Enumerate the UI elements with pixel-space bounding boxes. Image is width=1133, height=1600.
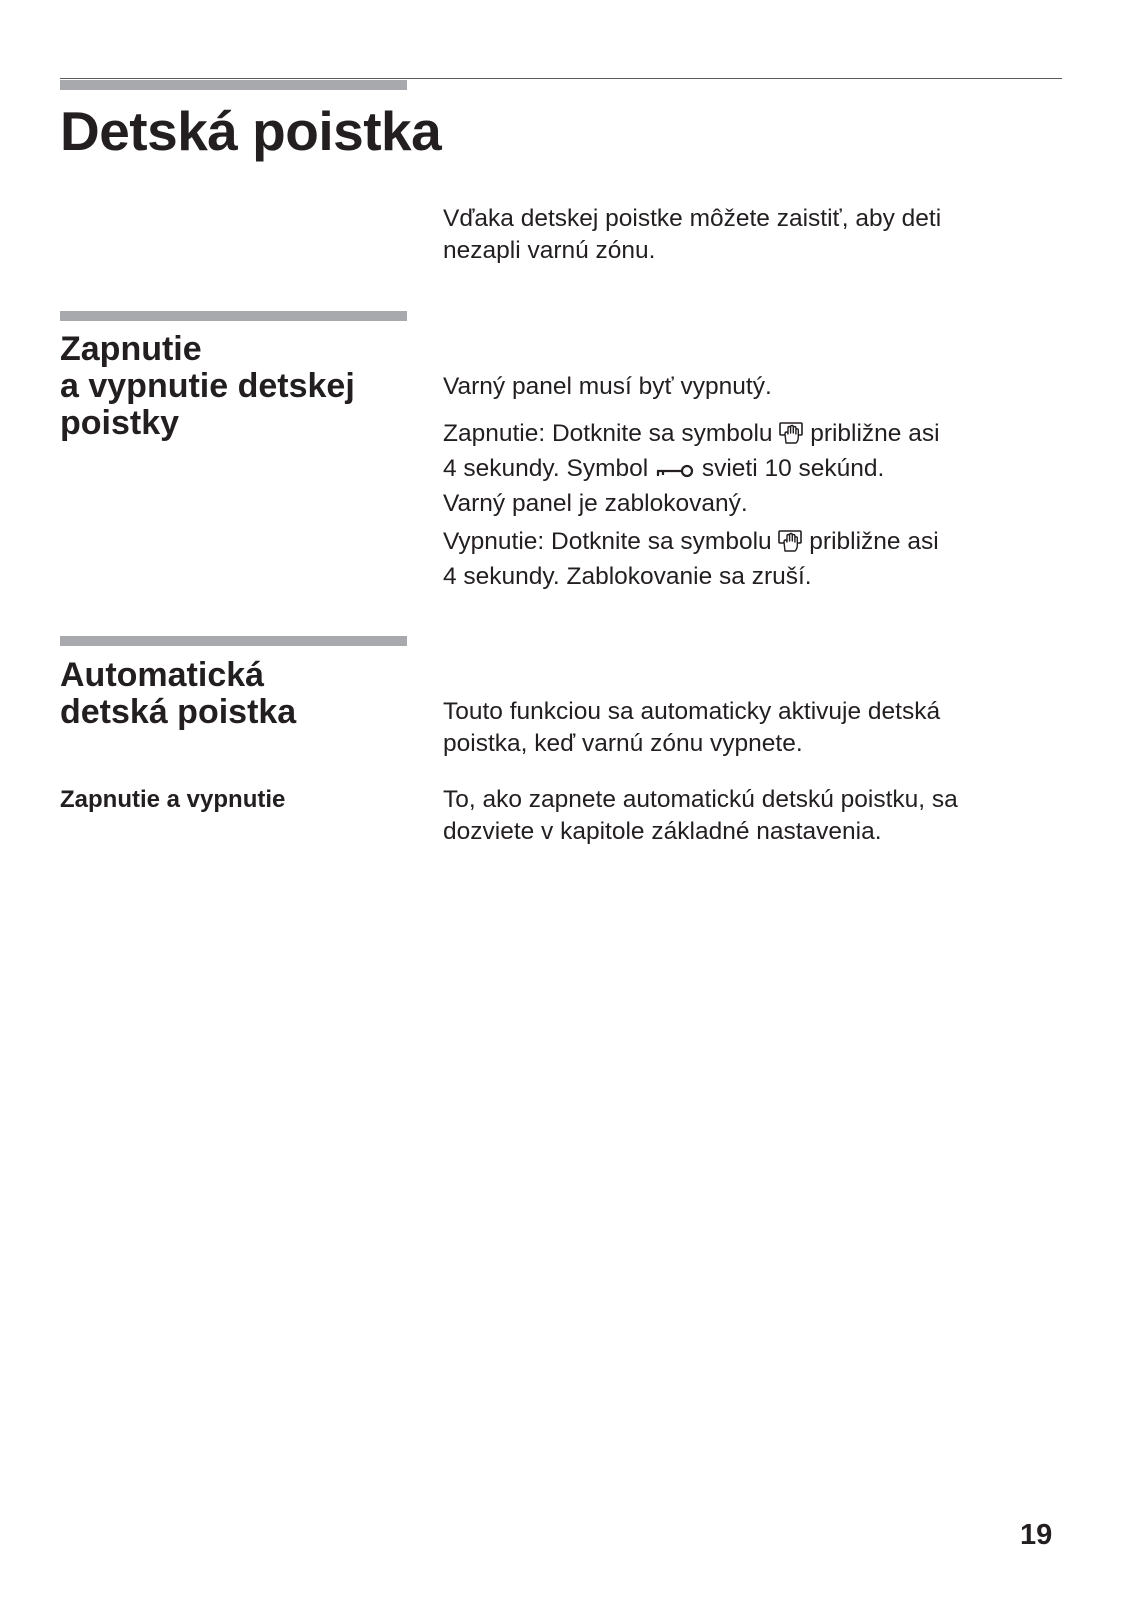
section-rule-auto xyxy=(60,636,407,646)
page-title: Detská poistka xyxy=(60,100,442,162)
intro-line: nezapli varnú zónu. xyxy=(443,237,656,264)
section-heading-lock: Zapnutie a vypnutie detskej poistky xyxy=(60,330,355,442)
lock-off-instructions: Vypnutie: Dotknite sa symbolu približne asi 4 sekundy. Zablokovanie sa zruší. xyxy=(443,528,939,590)
key-icon xyxy=(655,456,695,488)
section-heading-auto: Automatická detská poistka xyxy=(60,656,297,731)
header-accent-rule xyxy=(60,80,407,90)
hand-touch-icon xyxy=(779,421,803,453)
header-thin-rule xyxy=(60,78,1062,79)
auto-description: Touto funkciou sa automaticky aktivuje detská poistka, keď varnú zónu vypnete. xyxy=(443,698,941,757)
hand-touch-icon xyxy=(778,529,802,561)
precondition-text: Varný panel musí byť vypnutý. xyxy=(443,373,772,400)
page-number: 19 xyxy=(1020,1519,1053,1551)
auto-setup-text: To, ako zapnete automatickú detskú poistku, sa dozviete v kapitole základné nastavenia. xyxy=(443,786,958,845)
intro-paragraph xyxy=(443,203,1063,267)
subheading-on-off: Zapnutie a vypnutie xyxy=(60,786,286,813)
intro-line: Vďaka detskej poistke môžete zaistiť, aby deti xyxy=(443,205,942,232)
lock-on-instructions: Zapnutie: Dotknite sa symbolu približne asi 4 sekundy. Symbol svieti 10 sekúnd. Varný panel je zablokovaný. xyxy=(443,420,940,517)
section-rule-lock xyxy=(60,311,407,321)
